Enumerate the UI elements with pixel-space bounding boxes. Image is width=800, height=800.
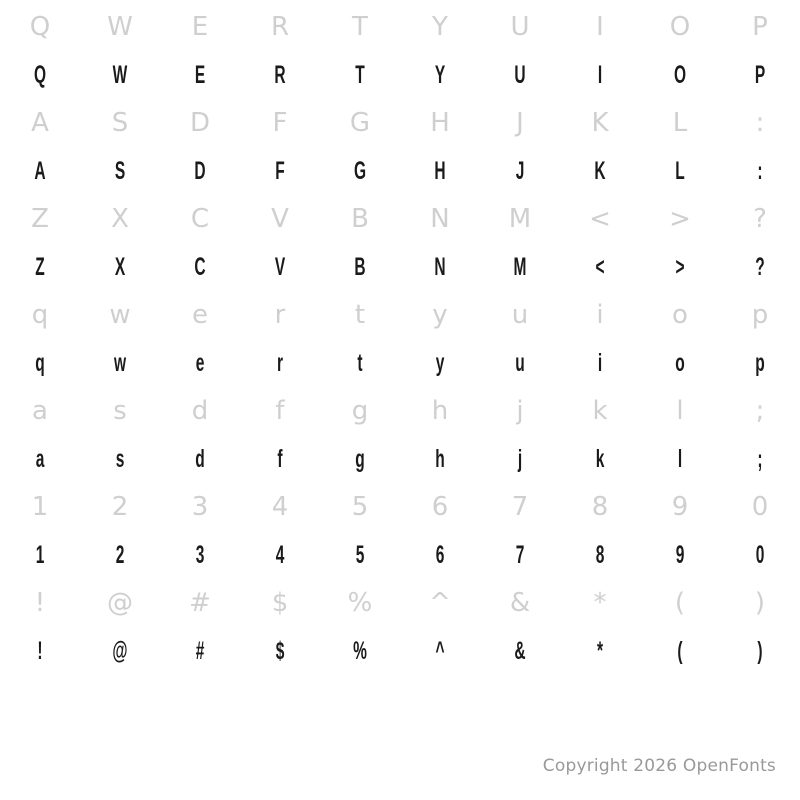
glyph-cell: 6 [435, 541, 445, 569]
glyph-cell: O [673, 61, 687, 89]
glyph-cell: A [31, 108, 49, 138]
glyph-cell: 3 [191, 492, 209, 522]
glyph-cell: F [275, 157, 285, 185]
glyph-cell: $ [275, 637, 285, 665]
glyph-cell: J [515, 157, 525, 185]
glyph-cell: M [513, 253, 527, 281]
glyph-cell: # [195, 637, 205, 665]
glyph-cell: : [757, 157, 763, 185]
glyph-cell: 9 [671, 492, 689, 522]
glyph-cell: 7 [515, 541, 525, 569]
glyph-cell: B [354, 253, 366, 281]
glyph-cell: V [274, 253, 286, 281]
glyph-cell: L [672, 108, 688, 138]
glyph-cell: ( [677, 637, 683, 665]
glyph-cell: Z [35, 253, 45, 281]
glyph-cell: l [677, 445, 683, 473]
glyph-cell: f [275, 396, 285, 426]
glyph-cell: > [675, 253, 685, 281]
glyph-cell: & [509, 588, 531, 618]
glyph-cell: % [353, 637, 367, 665]
glyph-cell: y [432, 300, 448, 330]
glyph-cell: M [508, 204, 532, 234]
glyph-cell: 7 [511, 492, 529, 522]
glyph-cell: 5 [355, 541, 365, 569]
glyph-row-reference [0, 4, 800, 50]
glyph-cell: q [31, 300, 49, 330]
glyph-cell: @ [112, 637, 128, 665]
glyph-cell: B [351, 204, 369, 234]
glyph-cell: a [35, 445, 45, 473]
glyph-cell: h [431, 396, 449, 426]
glyph-cell: W [107, 12, 133, 42]
glyph-cell: T [355, 61, 365, 89]
glyph-cell: C [194, 253, 206, 281]
glyph-cell: q [35, 349, 45, 377]
glyph-cell: u [515, 349, 525, 377]
glyph-cell: 4 [271, 492, 289, 522]
glyph-cell: d [195, 445, 205, 473]
glyph-cell: U [514, 61, 526, 89]
glyph-cell: ) [754, 588, 766, 618]
glyph-cell: e [192, 300, 208, 330]
glyph-cell: K [591, 108, 609, 138]
glyph-row-reference [0, 196, 800, 242]
glyph-cell: # [189, 588, 211, 618]
glyph-row-sample [0, 242, 800, 292]
glyph-row-reference [0, 388, 800, 434]
glyph-cell: ^ [435, 637, 445, 665]
glyph-cell: Z [31, 204, 49, 234]
glyph-cell: a [32, 396, 48, 426]
glyph-cell: R [270, 12, 290, 42]
glyph-cell: k [595, 445, 605, 473]
glyph-row-sample [0, 338, 800, 388]
glyph-cell: ! [37, 637, 43, 665]
glyph-cell: Q [33, 61, 47, 89]
glyph-cell: Q [29, 12, 51, 42]
glyph-cell: ? [753, 204, 767, 234]
glyph-cell: I [596, 12, 604, 42]
glyph-cell: X [111, 204, 129, 234]
glyph-cell: R [274, 61, 286, 89]
glyph-cell: J [516, 108, 524, 138]
glyph-cell: r [276, 349, 284, 377]
glyph-cell: k [592, 396, 608, 426]
glyph-cell: < [589, 204, 611, 234]
glyph-cell: ( [674, 588, 686, 618]
glyph-cell: l [676, 396, 684, 426]
glyph-cell: ; [757, 445, 763, 473]
glyph-cell: 5 [351, 492, 369, 522]
glyph-cell: ^ [429, 588, 451, 618]
glyph-cell: * [596, 637, 604, 665]
glyph-row-sample [0, 50, 800, 100]
glyph-cell: N [430, 204, 450, 234]
glyph-cell: 3 [195, 541, 205, 569]
glyph-cell: g [355, 445, 365, 473]
glyph-cell: p [755, 349, 765, 377]
glyph-cell: : [755, 108, 765, 138]
glyph-cell: o [672, 300, 688, 330]
copyright-notice: Copyright 2026 OpenFonts [542, 756, 776, 776]
glyph-cell: E [191, 12, 209, 42]
glyph-cell: 8 [591, 492, 609, 522]
glyph-cell: 6 [431, 492, 449, 522]
glyph-cell: G [349, 108, 371, 138]
glyph-cell: g [351, 396, 369, 426]
glyph-cell: S [111, 108, 129, 138]
glyph-cell: * [593, 588, 607, 618]
glyph-row-reference [0, 580, 800, 626]
glyph-cell: i [596, 300, 604, 330]
glyph-cell: 8 [595, 541, 605, 569]
glyph-cell: @ [107, 588, 133, 618]
glyph-cell: $ [271, 588, 289, 618]
glyph-cell: ) [757, 637, 763, 665]
glyph-cell: L [675, 157, 685, 185]
glyph-cell: o [675, 349, 685, 377]
glyph-cell: t [357, 349, 363, 377]
glyph-cell: u [511, 300, 529, 330]
glyph-cell: F [272, 108, 288, 138]
glyph-cell: h [435, 445, 445, 473]
glyph-row-sample [0, 434, 800, 484]
glyph-cell: Y [434, 61, 446, 89]
glyph-cell: s [113, 396, 127, 426]
glyph-cell: O [669, 12, 691, 42]
glyph-cell: 0 [751, 492, 769, 522]
glyph-cell: C [190, 204, 210, 234]
glyph-cell: Y [432, 12, 448, 42]
glyph-row-reference [0, 484, 800, 530]
glyph-cell: D [189, 108, 211, 138]
glyph-cell: U [510, 12, 530, 42]
glyph-cell: ? [755, 253, 765, 281]
glyph-row-reference [0, 292, 800, 338]
glyph-cell: N [434, 253, 446, 281]
glyph-row-sample [0, 626, 800, 676]
glyph-cell: p [751, 300, 769, 330]
glyph-cell: > [669, 204, 691, 234]
glyph-cell: e [195, 349, 205, 377]
glyph-cell: G [353, 157, 367, 185]
glyph-cell: E [194, 61, 206, 89]
glyph-cell: P [754, 61, 766, 89]
glyph-cell: S [114, 157, 126, 185]
glyph-cell: 1 [35, 541, 45, 569]
glyph-cell: 2 [111, 492, 129, 522]
glyph-cell: s [115, 445, 125, 473]
glyph-cell: P [752, 12, 768, 42]
glyph-cell: t [354, 300, 366, 330]
glyph-cell: j [516, 396, 524, 426]
glyph-cell: 9 [675, 541, 685, 569]
glyph-cell: % [347, 588, 373, 618]
glyph-cell: D [194, 157, 206, 185]
glyph-cell: ! [34, 588, 46, 618]
glyph-cell: i [597, 349, 603, 377]
glyph-cell: K [594, 157, 606, 185]
glyph-cell: 2 [115, 541, 125, 569]
glyph-cell: A [34, 157, 46, 185]
glyph-cell: & [514, 637, 526, 665]
glyph-cell: w [109, 300, 131, 330]
glyph-cell: w [113, 349, 127, 377]
glyph-cell: r [274, 300, 286, 330]
glyph-row-reference [0, 100, 800, 146]
glyph-cell: H [430, 108, 450, 138]
glyph-cell: y [435, 349, 445, 377]
glyph-cell: j [517, 445, 523, 473]
glyph-cell: T [352, 12, 368, 42]
glyph-cell: H [434, 157, 446, 185]
glyph-cell: 0 [755, 541, 765, 569]
glyph-cell: I [597, 61, 603, 89]
glyph-cell: W [112, 61, 128, 89]
glyph-cell: ; [755, 396, 765, 426]
glyph-cell: 4 [275, 541, 285, 569]
glyph-cell: f [277, 445, 283, 473]
glyph-cell: X [114, 253, 126, 281]
glyph-cell: < [595, 253, 605, 281]
glyph-cell: 1 [31, 492, 49, 522]
glyph-cell: V [271, 204, 289, 234]
glyph-cell: d [191, 396, 209, 426]
glyph-row-sample [0, 146, 800, 196]
glyph-row-sample [0, 530, 800, 580]
